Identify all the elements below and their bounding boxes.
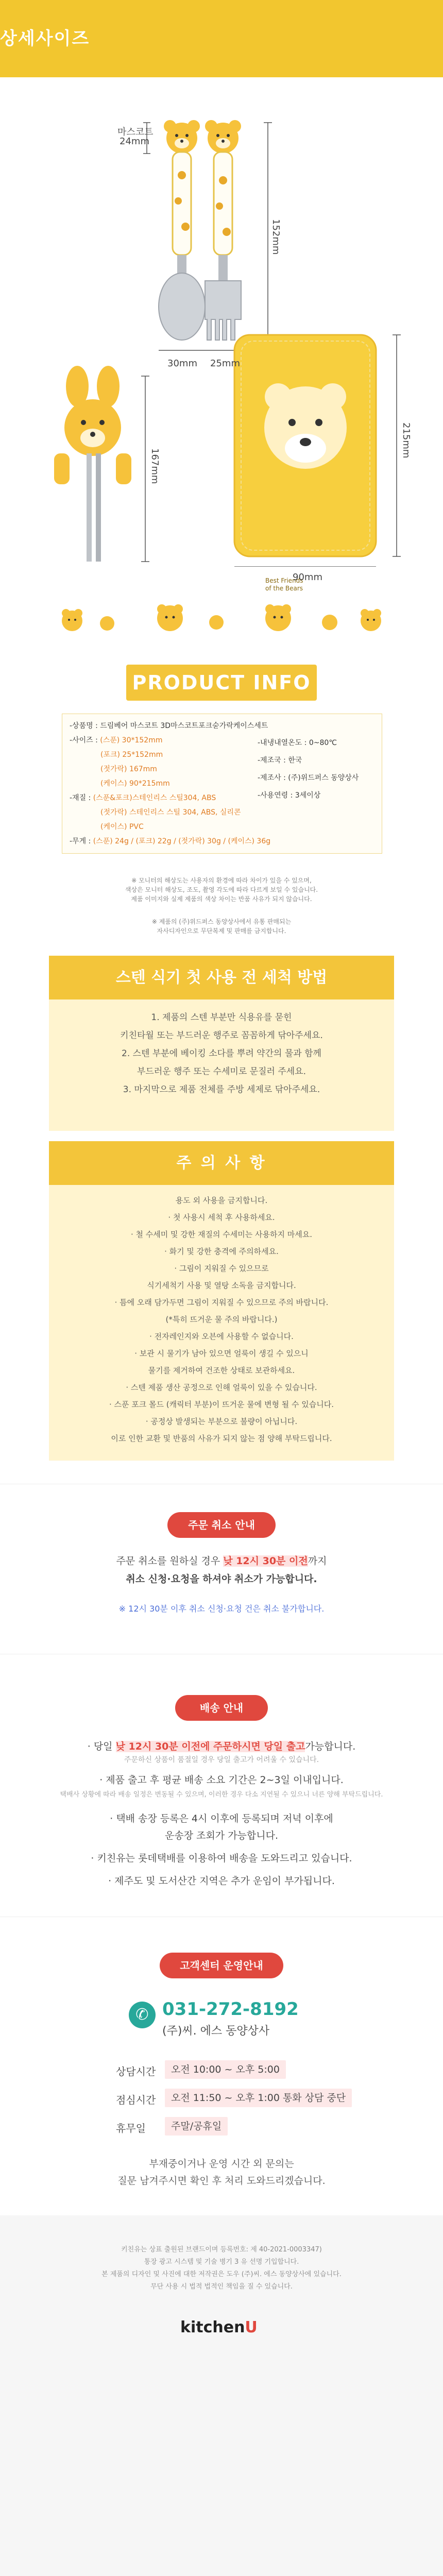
copyright-notice [0, 917, 443, 936]
shipping-line1-post: 가능합니다. [305, 1741, 356, 1752]
bear-decoration [0, 592, 443, 644]
company-name: (주)씨. 에스 동양상사 [162, 2025, 270, 2038]
wash-step: 키친타월 또는 부드러운 행주로 꼼꼼하게 닦아주세요. [120, 1030, 323, 1041]
case-print-line2: of the Bears [265, 585, 303, 592]
product-info-row [70, 748, 270, 762]
caution-list [49, 1185, 394, 1447]
product-info-value: (젓가락) 스테인리스 스틸 304, ABS, 실리콘 [100, 808, 241, 817]
shipping-badge: 배송 안내 [175, 1695, 268, 1721]
wash-step: 3. 마지막으로 제품 전체를 주방 세제로 닦아주세요. [123, 1084, 320, 1095]
product-info-value: (케이스) PVC [100, 823, 144, 831]
wash-title: 스텐 식기 첫 사용 전 세척 방법 [49, 956, 394, 999]
caution-item: · 철 수세미 및 강한 재질의 수세미는 사용하지 마세요. [131, 1230, 312, 1239]
brand-logo [180, 2318, 258, 2336]
copyright-notice-line1: ※ 제품의 (주)위드퍼스 동양상사에서 유통 판매되는 [151, 918, 292, 925]
wash-step: 부드러운 행주 또는 수세미로 문질러 주세요. [137, 1066, 306, 1077]
product-info-value: (스푼) 30*152mm [100, 736, 163, 744]
hours-value: 오전 10:00 ~ 오후 5:00 [165, 2060, 286, 2079]
holiday-label: 휴무일 [116, 2122, 146, 2134]
wash-list [49, 999, 394, 1099]
caution-item: · 첫 사용시 세척 후 사용하세요. [168, 1213, 275, 1222]
holiday-value: 주말/공휴일 [165, 2117, 228, 2136]
color-notice-line2: 색상은 모니터 해상도, 조도, 촬영 각도에 따라 다르게 보일 수 있습니다. [125, 886, 318, 893]
spoon-bowl [159, 273, 205, 340]
product-info-row [70, 834, 270, 849]
chopstick-illustration [54, 366, 131, 562]
shipping-line4: · 키친유는 롯데택배를 이용하여 배송을 도와드리고 있습니다. [91, 1853, 352, 1864]
product-info-label: -무게 : [70, 837, 93, 845]
caution-item: 이로 인한 교환 및 반품의 사유가 되지 않는 점 양해 부탁드립니다. [111, 1434, 332, 1443]
shipping-line1 [0, 1739, 443, 1753]
wash-step: 2. 스텐 부분에 베이킹 소다를 뿌려 약간의 물과 함께 [122, 1048, 321, 1059]
product-info-label: -상품명 : 드림베어 마스코트 3D마스코트포크숟가락케이스세트 [70, 722, 268, 730]
product-info-value: (포크) 25*152mm [100, 751, 163, 759]
caution-item: 용도 외 사용을 금지합니다. [175, 1196, 268, 1205]
caution-item: · 보관 시 물기가 남아 있으면 얼룩이 생길 수 있으니 [134, 1349, 309, 1358]
fork-handle [214, 152, 232, 255]
shipping-line3a: · 택배 송장 등록은 4시 이후에 등록되며 저녁 이후에 [110, 1813, 333, 1824]
lunch-label: 점심시간 [116, 2094, 156, 2106]
order-cancel-line2: 취소 신청·요청을 하셔야 취소가 가능합니다. [126, 1573, 317, 1585]
caution-item: · 스푼 포크 몰드 (캐릭터 부분)이 뜨거운 물에 변형 될 수 있습니다. [109, 1400, 334, 1409]
wash-card [49, 956, 394, 1131]
product-info-row [70, 820, 270, 834]
color-notice-line1: ※ 모니터의 해상도는 사용자의 환경에 따라 차이가 있을 수 있으며, [131, 877, 312, 884]
page-header [0, 0, 443, 77]
page-title: 상세사이즈 [0, 28, 90, 49]
contact-footer-line1: 부재중이거나 운영 시간 외 문의는 [149, 2158, 294, 2170]
product-info-banner [126, 665, 317, 701]
order-cancel-badge: 주문 취소 안내 [167, 1512, 276, 1538]
order-cancel-highlight: 낮 12시 30분 이전 [223, 1555, 308, 1567]
fork-width-label: 25mm [210, 358, 240, 369]
caution-item: 물기를 제거하여 건조한 상태로 보관하세요. [148, 1366, 295, 1375]
product-info-title: PRODUCT INFO [132, 671, 311, 694]
caution-card [49, 1141, 394, 1461]
caution-item: (*특히 뜨거운 물 주의 바랍니다.) [165, 1315, 278, 1324]
phone-number: 031-272-8192 [162, 1999, 299, 2020]
product-info-row [70, 791, 270, 805]
product-info-row [70, 762, 270, 776]
shipping-line1-pre: · 당일 [87, 1741, 116, 1752]
brand-logo-mark: U [245, 2318, 258, 2336]
product-info-spec: -제조국 : 한국 [258, 756, 302, 765]
order-cancel-line1 [0, 1553, 443, 1567]
product-info-row [70, 776, 270, 791]
spoon-width-label: 30mm [167, 358, 197, 369]
footer-line: 무단 사용 시 법적 법적인 책임을 질 수 있습니다. [150, 2283, 293, 2291]
fork-head [205, 281, 241, 340]
caution-item: · 틈에 오래 담가두면 그림이 지워질 수 있으므로 주의 바랍니다. [114, 1298, 329, 1307]
footer-line: 본 제품의 디자인 및 사진에 대한 저작권은 도우 (주)씨. 에스 동양상사에 있습니다. [101, 2270, 342, 2278]
shipping-line1-sub: 주문하신 상품이 품절일 경우 당일 출고가 어려울 수 있습니다. [124, 1756, 319, 1764]
copyright-notice-line2: 자사디자인으로 무단복제 및 판매를 금지합니다. [157, 927, 286, 935]
hours-label: 상담시간 [116, 2065, 156, 2078]
product-info-row [70, 733, 270, 748]
product-info-row [70, 805, 270, 820]
caution-item: · 공정상 발생되는 부분으로 불량이 아닙니다. [145, 1417, 298, 1426]
caution-item: · 그림이 지워질 수 있으므로 [174, 1264, 269, 1273]
product-info-row [70, 719, 270, 733]
case-illustration [234, 335, 376, 556]
footer-line: 키친유는 상표 출원된 브랜드이며 등록번호: 제 40-2021-0003347) [121, 2246, 322, 2253]
bear-row [0, 592, 443, 644]
lunch-value: 오전 11:50 ~ 오후 1:00 통화 상담 중단 [165, 2089, 352, 2107]
brand-logo-text: kitchen [180, 2318, 245, 2336]
shipping-line3b: 운송장 조회가 가능합니다. [164, 1830, 278, 1841]
product-info-right [258, 734, 359, 804]
shipping-line2-sub: 택배사 상황에 따라 배송 일정은 변동될 수 있으며, 이러한 경우 다소 지연될 수 있으니 너른 양해 부탁드립니다. [60, 1791, 383, 1799]
product-info-value: (스푼&포크)스테인리스 스틸304, ABS [93, 794, 216, 802]
length-label: 152mm [270, 219, 281, 255]
spoon-handle [173, 152, 191, 255]
caution-item: · 스텐 제품 생산 공정으로 인해 얼룩이 있을 수 있습니다. [126, 1383, 317, 1392]
caution-title: 주 의 사 항 [49, 1141, 394, 1185]
spoon-mascot [164, 120, 200, 154]
fork-mascot [205, 120, 241, 154]
product-info-spec: -내냉내열온도 : 0~80℃ [258, 739, 337, 747]
wash-step: 1. 제품의 스텐 부분만 식용유를 묻힌 [151, 1012, 292, 1023]
shipping-highlight: 낮 12시 30분 이전에 주문하시면 당일 출고 [115, 1741, 305, 1752]
shipping-line5: · 제주도 및 도서산간 지역은 추가 운임이 부가됩니다. [108, 1875, 335, 1887]
caution-item: · 전자레인지와 오븐에 사용할 수 없습니다. [149, 1332, 294, 1341]
order-cancel-line1-pre: 주문 취소를 원하실 경우 [116, 1555, 224, 1567]
shipping-line2: · 제품 출고 후 평균 배송 소요 기간은 2~3일 이내입니다. [99, 1774, 344, 1786]
case-print-line1: Best Friends [265, 577, 303, 584]
product-info-label: -재질 : [70, 794, 93, 802]
chopstick-height-label: 167mm [149, 448, 160, 484]
footer-line: 통장 광고 시스템 및 기술 병기 3 유 선명 기입합니다. [144, 2258, 299, 2266]
color-notice [0, 876, 443, 904]
case-width-label: 90mm [293, 572, 322, 583]
order-cancel-note: ※ 12시 30분 이후 취소 신청·요청 건은 취소 불가합니다. [118, 1604, 325, 1614]
caution-item: · 화기 및 강한 충격에 주의하세요. [164, 1247, 279, 1256]
footer [0, 2215, 443, 2576]
contact-footer-line2: 질문 남겨주시면 확인 후 처리 도와드리겠습니다. [117, 2175, 326, 2187]
caution-item: 식기세척기 사용 및 열탕 소독을 금지합니다. [147, 1281, 296, 1290]
product-info-value: (케이스) 90*215mm [100, 779, 170, 788]
case-height-label: 215mm [401, 422, 412, 459]
phone-icon: ✆ [129, 2002, 156, 2028]
product-info-spec: -제조사 : (주)위드퍼스 동양상사 [258, 774, 359, 782]
footer-text [0, 2215, 443, 2293]
product-info-value: (젓가락) 167mm [100, 765, 157, 773]
product-info-left [70, 719, 270, 849]
mascot-size: 24mm [120, 136, 149, 147]
product-info-label: -사이즈 : [70, 736, 100, 744]
order-cancel-line1-post: 까지 [308, 1555, 327, 1567]
product-info-value: (스푼) 24g / (포크) 22g / (젓가락) 30g / (케이스) 36g [93, 837, 271, 845]
product-info-spec: -사용연령 : 3세이상 [258, 791, 321, 800]
mascot-label: 마스코트 [117, 127, 154, 138]
color-notice-line3: 제품 이미지와 실제 제품의 색상 차이는 반품 사유가 되지 않습니다. [131, 895, 312, 903]
customer-center-badge: 고객센터 운영안내 [160, 1953, 283, 1978]
utensil-illustration [0, 77, 443, 567]
